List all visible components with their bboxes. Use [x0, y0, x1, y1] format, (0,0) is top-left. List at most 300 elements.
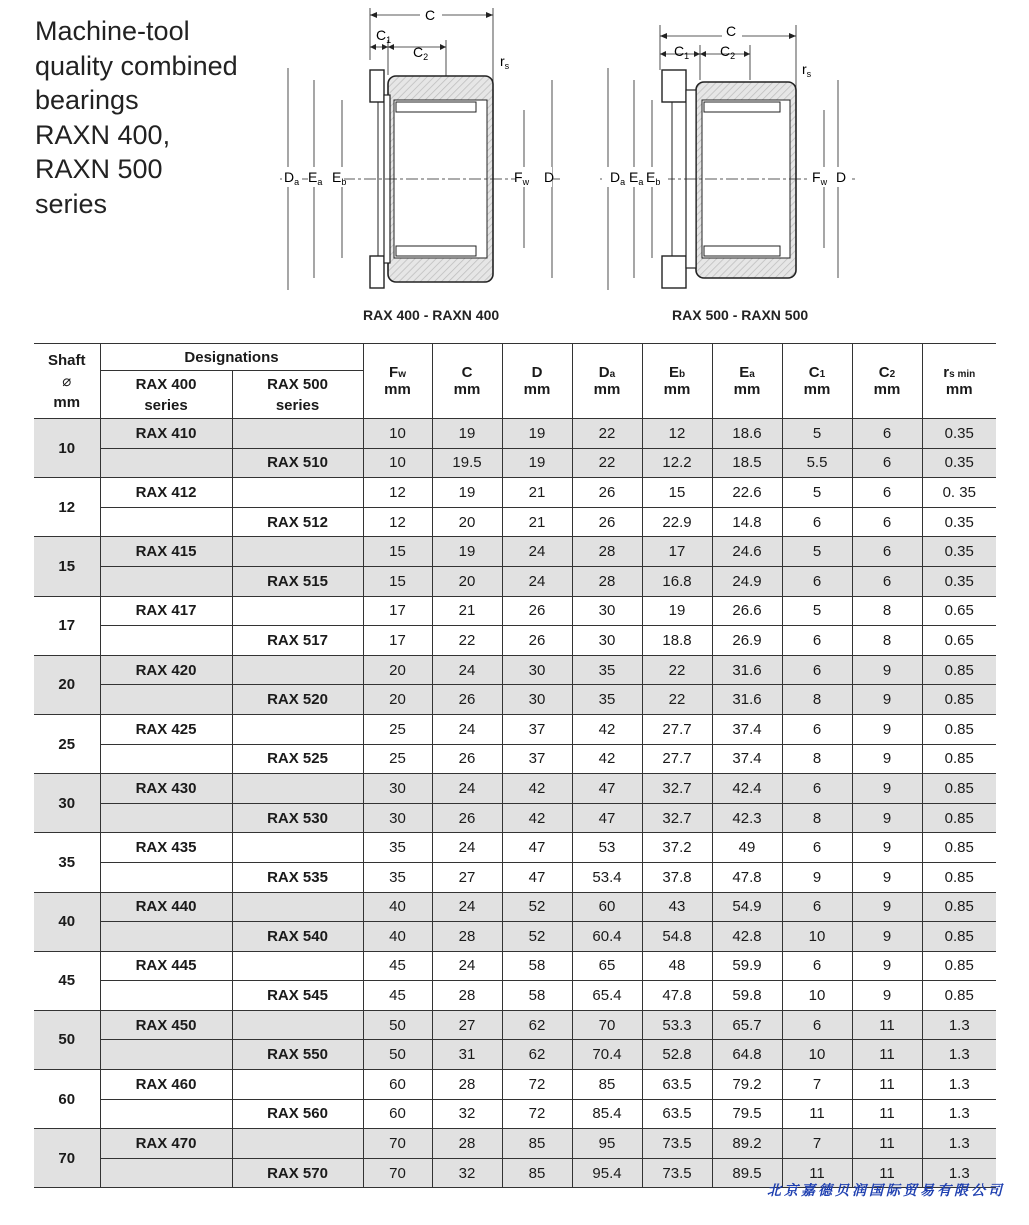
- shaft-diameter: 70: [34, 1129, 100, 1188]
- dimension-value: 15: [363, 537, 432, 567]
- designation-rax400: [100, 1158, 232, 1188]
- dimension-value: 6: [782, 507, 852, 537]
- dim-c1-label: $C_1$: [674, 43, 690, 61]
- dim-c2-label: $C_2$: [720, 43, 736, 61]
- dimension-value: 58: [502, 981, 572, 1011]
- dimension-value: 24.9: [712, 566, 782, 596]
- dimension-value: 31: [432, 1040, 502, 1070]
- dimension-value: 12: [389, 513, 406, 531]
- dimension-value: 11: [852, 1070, 922, 1100]
- designation-rax500: RAX 540: [232, 922, 363, 952]
- dimension-value: 8: [782, 744, 852, 774]
- dimension-value: 43: [642, 892, 712, 922]
- dimension-value: 26: [502, 626, 572, 656]
- dimension-value: 64.8: [712, 1040, 782, 1070]
- col-unit: mm: [593, 381, 621, 398]
- dimension-value: 21: [502, 478, 572, 508]
- dimension-value: 26: [572, 478, 642, 508]
- dim-c1-label: $C_1$: [376, 27, 392, 45]
- dimension-value: 1.3: [922, 1070, 996, 1100]
- dimension-value: 37.4: [712, 744, 782, 774]
- dimension-value: 37.8: [642, 862, 712, 892]
- dimension-value: 54.8: [642, 922, 712, 952]
- dimension-value: 1.3: [922, 1129, 996, 1159]
- dimension-value: 5: [782, 537, 852, 567]
- dimension-value: 19.5: [432, 448, 502, 478]
- dimension-value: 22: [572, 448, 642, 478]
- dimension-value: 9: [852, 862, 922, 892]
- dimension-value: 6: [852, 419, 922, 449]
- dim-rs-label: $r_s$: [802, 61, 812, 79]
- dimension-value: 42.4: [712, 774, 782, 804]
- dimension-value: 31.6: [712, 685, 782, 715]
- dimension-value: 19: [432, 537, 502, 567]
- dimension-value: 22.9: [642, 507, 712, 537]
- col-header: [363, 344, 432, 419]
- dimension-value: 53.3: [642, 1010, 712, 1040]
- dimension-value: 6: [782, 566, 852, 596]
- dimension-value: 0.85: [922, 685, 996, 715]
- diagram-caption-400: RAX 400 - RAXN 400: [363, 307, 500, 323]
- designation-rax400: [100, 803, 232, 833]
- dimension-value: 79.2: [712, 1070, 782, 1100]
- designation-rax500: [232, 419, 363, 449]
- dimension-value: 0.85: [922, 744, 996, 774]
- dimension-value: 26: [432, 803, 502, 833]
- dimension-value: 89.2: [712, 1129, 782, 1159]
- designation-rax500: RAX 545: [232, 981, 363, 1011]
- designation-rax400: RAX 435: [100, 833, 232, 863]
- dimension-value: 48: [642, 951, 712, 981]
- dimension-value: 42: [502, 803, 572, 833]
- dimension-value: 28: [432, 922, 502, 952]
- dimension-value: 6: [782, 951, 852, 981]
- dimension-value: 42.8: [712, 922, 782, 952]
- dimension-value: 37: [502, 714, 572, 744]
- dimension-value: 12: [363, 478, 432, 508]
- dimension-value: 11: [852, 1099, 922, 1129]
- dimension-value: 62: [502, 1040, 572, 1070]
- shaft-header: Shaft ⌀ mm: [34, 344, 100, 419]
- shaft-diameter: 35: [34, 833, 100, 892]
- designation-rax400: [100, 744, 232, 774]
- dimension-value: 50: [363, 1010, 432, 1040]
- dim-c2-label: $C_2$: [413, 44, 429, 62]
- shaft-diameter: 17: [34, 596, 100, 655]
- dim-rs-label: $r_s$: [500, 53, 510, 71]
- table-row: [34, 1129, 996, 1159]
- shaft-diameter: 15: [34, 537, 100, 596]
- dimension-value: 31.6: [712, 655, 782, 685]
- dimension-value: 63.5: [642, 1070, 712, 1100]
- series-500-header: RAX 500 series: [232, 371, 363, 419]
- dimension-value: 85.4: [572, 1099, 642, 1129]
- dimension-value: 65: [572, 951, 642, 981]
- dimension-value: 6: [852, 537, 922, 567]
- dim-eb-label: $E_b$: [646, 169, 661, 187]
- dimension-value: 0.85: [922, 803, 996, 833]
- dimension-value: 15: [642, 478, 712, 508]
- dimension-value: 11: [852, 1010, 922, 1040]
- dimension-value: 0.85: [922, 951, 996, 981]
- col-unit: mm: [663, 381, 691, 398]
- dimension-value: 18.6: [712, 419, 782, 449]
- dimension-value: 6: [852, 507, 922, 537]
- dimension-value: 9: [852, 744, 922, 774]
- dimension-value: 20: [363, 655, 432, 685]
- designation-rax500: [232, 833, 363, 863]
- designation-rax500: RAX 517: [232, 626, 363, 656]
- dimension-value: 20: [432, 566, 502, 596]
- table-row: [34, 507, 996, 537]
- page-title: [35, 14, 275, 221]
- dimension-value: 30: [363, 803, 432, 833]
- designation-rax500: RAX 515: [232, 566, 363, 596]
- dimension-value: 27.7: [642, 714, 712, 744]
- dimension-value: 6: [782, 626, 852, 656]
- col-symbol: C2: [878, 364, 896, 381]
- dimension-value: 37.2: [642, 833, 712, 863]
- shaft-diameter: 60: [34, 1070, 100, 1129]
- dimension-value: 52: [502, 922, 572, 952]
- dimension-value: 42: [572, 744, 642, 774]
- dimension-value: 60.4: [572, 922, 642, 952]
- designations-header: Designations: [100, 344, 363, 371]
- dimension-value: 22: [642, 655, 712, 685]
- dimension-value: 19: [432, 478, 502, 508]
- dimension-value: 85: [572, 1070, 642, 1100]
- dimension-value: 11: [852, 1158, 922, 1188]
- designation-rax400: RAX 410: [100, 419, 232, 449]
- designation-rax500: [232, 892, 363, 922]
- col-symbol: D: [531, 364, 543, 381]
- dimension-value: 0.85: [922, 892, 996, 922]
- dimension-value: 47: [572, 774, 642, 804]
- dimension-value: 65.4: [572, 981, 642, 1011]
- dimension-value: 26.9: [712, 626, 782, 656]
- col-unit: mm: [523, 381, 551, 398]
- dimension-value: 95.4: [572, 1158, 642, 1188]
- shaft-diameter: 30: [34, 774, 100, 833]
- designation-rax500: [232, 951, 363, 981]
- dimension-value: 24: [432, 774, 502, 804]
- dimension-value: 9: [852, 981, 922, 1011]
- dimension-value: 89.5: [712, 1158, 782, 1188]
- designation-rax500: RAX 535: [232, 862, 363, 892]
- dimension-value: 40: [363, 922, 432, 952]
- dim-fw-label: $F_w$: [812, 169, 828, 187]
- dimension-value: 47: [572, 803, 642, 833]
- dimension-value: 70: [572, 1010, 642, 1040]
- designation-rax400: RAX 470: [100, 1129, 232, 1159]
- dimension-value: 20: [363, 685, 432, 715]
- dimension-value: 6: [852, 448, 922, 478]
- dimension-value: 47.8: [642, 981, 712, 1011]
- dimension-value: 30: [572, 626, 642, 656]
- dimension-value: 22: [642, 685, 712, 715]
- dimension-value: 21: [432, 596, 502, 626]
- dimension-value: 42: [502, 774, 572, 804]
- dim-c-label: C: [425, 7, 436, 23]
- table-row: [34, 862, 996, 892]
- dimension-value: 9: [852, 774, 922, 804]
- designation-rax400: [100, 1040, 232, 1070]
- dimension-value: 6: [782, 655, 852, 685]
- designation-rax400: RAX 450: [100, 1010, 232, 1040]
- table-row: [34, 981, 996, 1011]
- dimension-value: 11: [852, 1129, 922, 1159]
- designation-rax400: RAX 440: [100, 892, 232, 922]
- dimension-value: 28: [432, 1070, 502, 1100]
- dimension-value: 0. 35: [922, 478, 996, 508]
- dimension-value: 25: [363, 714, 432, 744]
- dimension-value: 30: [502, 655, 572, 685]
- designation-rax500: [232, 774, 363, 804]
- dimension-value: 26: [432, 685, 502, 715]
- shaft-diameter: 50: [34, 1010, 100, 1069]
- dimension-value: 30: [572, 596, 642, 626]
- shaft-diameter: 45: [34, 951, 100, 1010]
- col-header: [432, 344, 502, 419]
- bearing-diagram-rax500: [600, 0, 860, 300]
- col-symbol: Eb: [668, 364, 686, 381]
- dimension-value: 6: [782, 714, 852, 744]
- dimension-value: 60: [363, 1070, 432, 1100]
- table-row: [34, 833, 996, 863]
- dimension-value: 37: [502, 744, 572, 774]
- dimension-value: 10: [782, 922, 852, 952]
- dimension-value: 28: [432, 1129, 502, 1159]
- dimension-value: 0.35: [922, 448, 996, 478]
- dimension-value: 9: [852, 922, 922, 952]
- dimension-value: 70: [363, 1129, 432, 1159]
- dimension-value: 27: [432, 1010, 502, 1040]
- table-row: [34, 714, 996, 744]
- dimension-value: 9: [852, 951, 922, 981]
- dimension-value: 40: [363, 892, 432, 922]
- dimension-value: 19: [432, 419, 502, 449]
- dimension-value: 19: [642, 596, 712, 626]
- designation-rax500: RAX 530: [232, 803, 363, 833]
- table-row: [34, 419, 996, 449]
- dimension-value: 8: [782, 685, 852, 715]
- dimension-value: 5.5: [782, 448, 852, 478]
- dim-ea-label: $E_a$: [629, 169, 644, 187]
- dimension-value: 24: [432, 833, 502, 863]
- dim-fw-label: $F_w$: [514, 169, 530, 187]
- dim-c-label: C: [726, 23, 737, 39]
- dimension-value: 32.7: [642, 774, 712, 804]
- dimension-value: 32: [432, 1099, 502, 1129]
- col-unit: mm: [873, 381, 901, 398]
- bearing-dimension-table: [34, 343, 996, 1188]
- col-unit: mm: [945, 381, 973, 398]
- dimension-value: 72: [502, 1099, 572, 1129]
- dimension-value: 26.6: [712, 596, 782, 626]
- table-row: [34, 448, 996, 478]
- designation-rax400: RAX 412: [100, 478, 232, 508]
- dimension-value: 0.65: [922, 596, 996, 626]
- col-header: [852, 344, 922, 419]
- title-line: Machine-tool: [35, 16, 190, 46]
- dimension-value: 24: [432, 951, 502, 981]
- dimension-value: 0.35: [922, 537, 996, 567]
- series-400-header: RAX 400 series: [100, 371, 232, 419]
- dimension-value: 0.85: [922, 655, 996, 685]
- dimension-value: 59.8: [712, 981, 782, 1011]
- dimension-value: 79.5: [712, 1099, 782, 1129]
- dimension-value: 1.3: [922, 1099, 996, 1129]
- dimension-value: 20: [432, 507, 502, 537]
- dimension-value: 52: [502, 892, 572, 922]
- dimension-value: 10: [782, 1040, 852, 1070]
- dimension-value: 72: [502, 1070, 572, 1100]
- dimension-value: 22: [432, 626, 502, 656]
- dimension-value: 8: [852, 596, 922, 626]
- col-symbol: Fw: [389, 364, 406, 381]
- designation-rax500: [232, 478, 363, 508]
- dimension-value: 25: [389, 750, 406, 768]
- dimension-value: 95: [572, 1129, 642, 1159]
- dimension-value: 42: [572, 714, 642, 744]
- dimension-value: 11: [782, 1158, 852, 1188]
- table-row: [34, 596, 996, 626]
- dimension-value: 8: [852, 626, 922, 656]
- dimension-value: 30: [363, 774, 432, 804]
- designation-rax500: RAX 512: [232, 507, 363, 537]
- designation-rax500: RAX 570: [232, 1158, 363, 1188]
- dimension-value: 24: [432, 714, 502, 744]
- table-row: [34, 774, 996, 804]
- dimension-value: 0.85: [922, 922, 996, 952]
- dimension-value: 70.4: [572, 1040, 642, 1070]
- col-unit: mm: [803, 381, 831, 398]
- designation-rax500: [232, 1129, 363, 1159]
- dimension-value: 70: [363, 1158, 432, 1188]
- designation-rax400: RAX 460: [100, 1070, 232, 1100]
- dimension-value: 32.7: [642, 803, 712, 833]
- designation-rax400: [100, 626, 232, 656]
- title-line: RAXN 500: [35, 154, 163, 184]
- table-row: [34, 1099, 996, 1129]
- designation-rax500: [232, 596, 363, 626]
- col-header: [572, 344, 642, 419]
- table-row: [34, 1040, 996, 1070]
- table-row: [34, 744, 996, 774]
- dimension-value: 8: [782, 803, 852, 833]
- dimension-value: 17: [363, 596, 432, 626]
- company-footer: 北京嘉德贝润国际贸易有限公司: [767, 1183, 1005, 1199]
- shaft-diameter: 25: [34, 714, 100, 773]
- dimension-value: 50: [363, 1040, 432, 1070]
- dimension-value: 17: [642, 537, 712, 567]
- dimension-value: 22.6: [712, 478, 782, 508]
- dimension-value: 26: [572, 507, 642, 537]
- dimension-value: 19: [502, 419, 572, 449]
- dimension-value: 58: [502, 951, 572, 981]
- dimension-value: 9: [852, 803, 922, 833]
- dim-eb-label: $E_b$: [332, 169, 347, 187]
- dim-d-label: D: [544, 169, 555, 185]
- dimension-value: 9: [852, 892, 922, 922]
- table-row: [34, 922, 996, 952]
- dimension-value: 9: [852, 833, 922, 863]
- dimension-value: 6: [782, 774, 852, 804]
- dim-ea-label: $E_a$: [308, 169, 323, 187]
- dimension-value: 35: [389, 868, 406, 886]
- col-symbol: Ea: [739, 364, 755, 381]
- designation-rax400: RAX 417: [100, 596, 232, 626]
- dimension-value: 0.85: [922, 774, 996, 804]
- dimension-value: 0.85: [922, 714, 996, 744]
- table-row: [34, 537, 996, 567]
- designation-rax400: [100, 1099, 232, 1129]
- dimension-value: 12.2: [642, 448, 712, 478]
- dimension-value: 53: [572, 833, 642, 863]
- designation-rax500: [232, 655, 363, 685]
- dimension-value: 1.3: [922, 1040, 996, 1070]
- table-row: [34, 1070, 996, 1100]
- dimension-value: 9: [782, 862, 852, 892]
- dimension-value: 15: [363, 566, 432, 596]
- shaft-diameter: 40: [34, 892, 100, 951]
- dimension-value: 11: [782, 1099, 852, 1129]
- table-row: [34, 655, 996, 685]
- title-line: RAXN 400,: [35, 119, 171, 150]
- designation-rax500: [232, 1070, 363, 1100]
- dimension-value: 28: [572, 537, 642, 567]
- dimension-value: 32: [432, 1158, 502, 1188]
- dimension-value: 9: [852, 685, 922, 715]
- col-header: [712, 344, 782, 419]
- shaft-diameter: 12: [34, 478, 100, 537]
- designation-rax500: [232, 714, 363, 744]
- shaft-diameter: 10: [34, 419, 100, 478]
- dimension-value: 24: [432, 655, 502, 685]
- dimension-value: 16.8: [642, 566, 712, 596]
- dimension-value: 9: [852, 655, 922, 685]
- dimension-value: 0.85: [922, 862, 996, 892]
- dimension-value: 22: [572, 419, 642, 449]
- dimension-value: 14.8: [712, 507, 782, 537]
- col-header: [642, 344, 712, 419]
- designation-rax500: [232, 537, 363, 567]
- dimension-value: 18.5: [712, 448, 782, 478]
- dimension-value: 6: [852, 478, 922, 508]
- designation-rax400: [100, 448, 232, 478]
- dimension-value: 26: [432, 744, 502, 774]
- dimension-value: 54.9: [712, 892, 782, 922]
- dimension-value: 21: [502, 507, 572, 537]
- dimension-value: 45: [389, 987, 406, 1005]
- col-symbol: rs min: [943, 364, 976, 381]
- dimension-value: 10: [363, 419, 432, 449]
- dimension-value: 5: [782, 478, 852, 508]
- dimension-value: 10: [363, 448, 432, 478]
- title-line: quality combined: [35, 50, 238, 81]
- col-header: [782, 344, 852, 419]
- dimension-value: 27.7: [642, 744, 712, 774]
- dimension-value: 47: [502, 833, 572, 863]
- designation-rax400: [100, 922, 232, 952]
- table-row: [34, 478, 996, 508]
- dim-d-label: D: [836, 169, 847, 185]
- dimension-value: 30: [502, 685, 572, 715]
- dimension-value: 0.85: [922, 981, 996, 1011]
- dimension-value: 0.35: [922, 566, 996, 596]
- designation-rax500: RAX 525: [232, 744, 363, 774]
- designation-rax400: [100, 981, 232, 1011]
